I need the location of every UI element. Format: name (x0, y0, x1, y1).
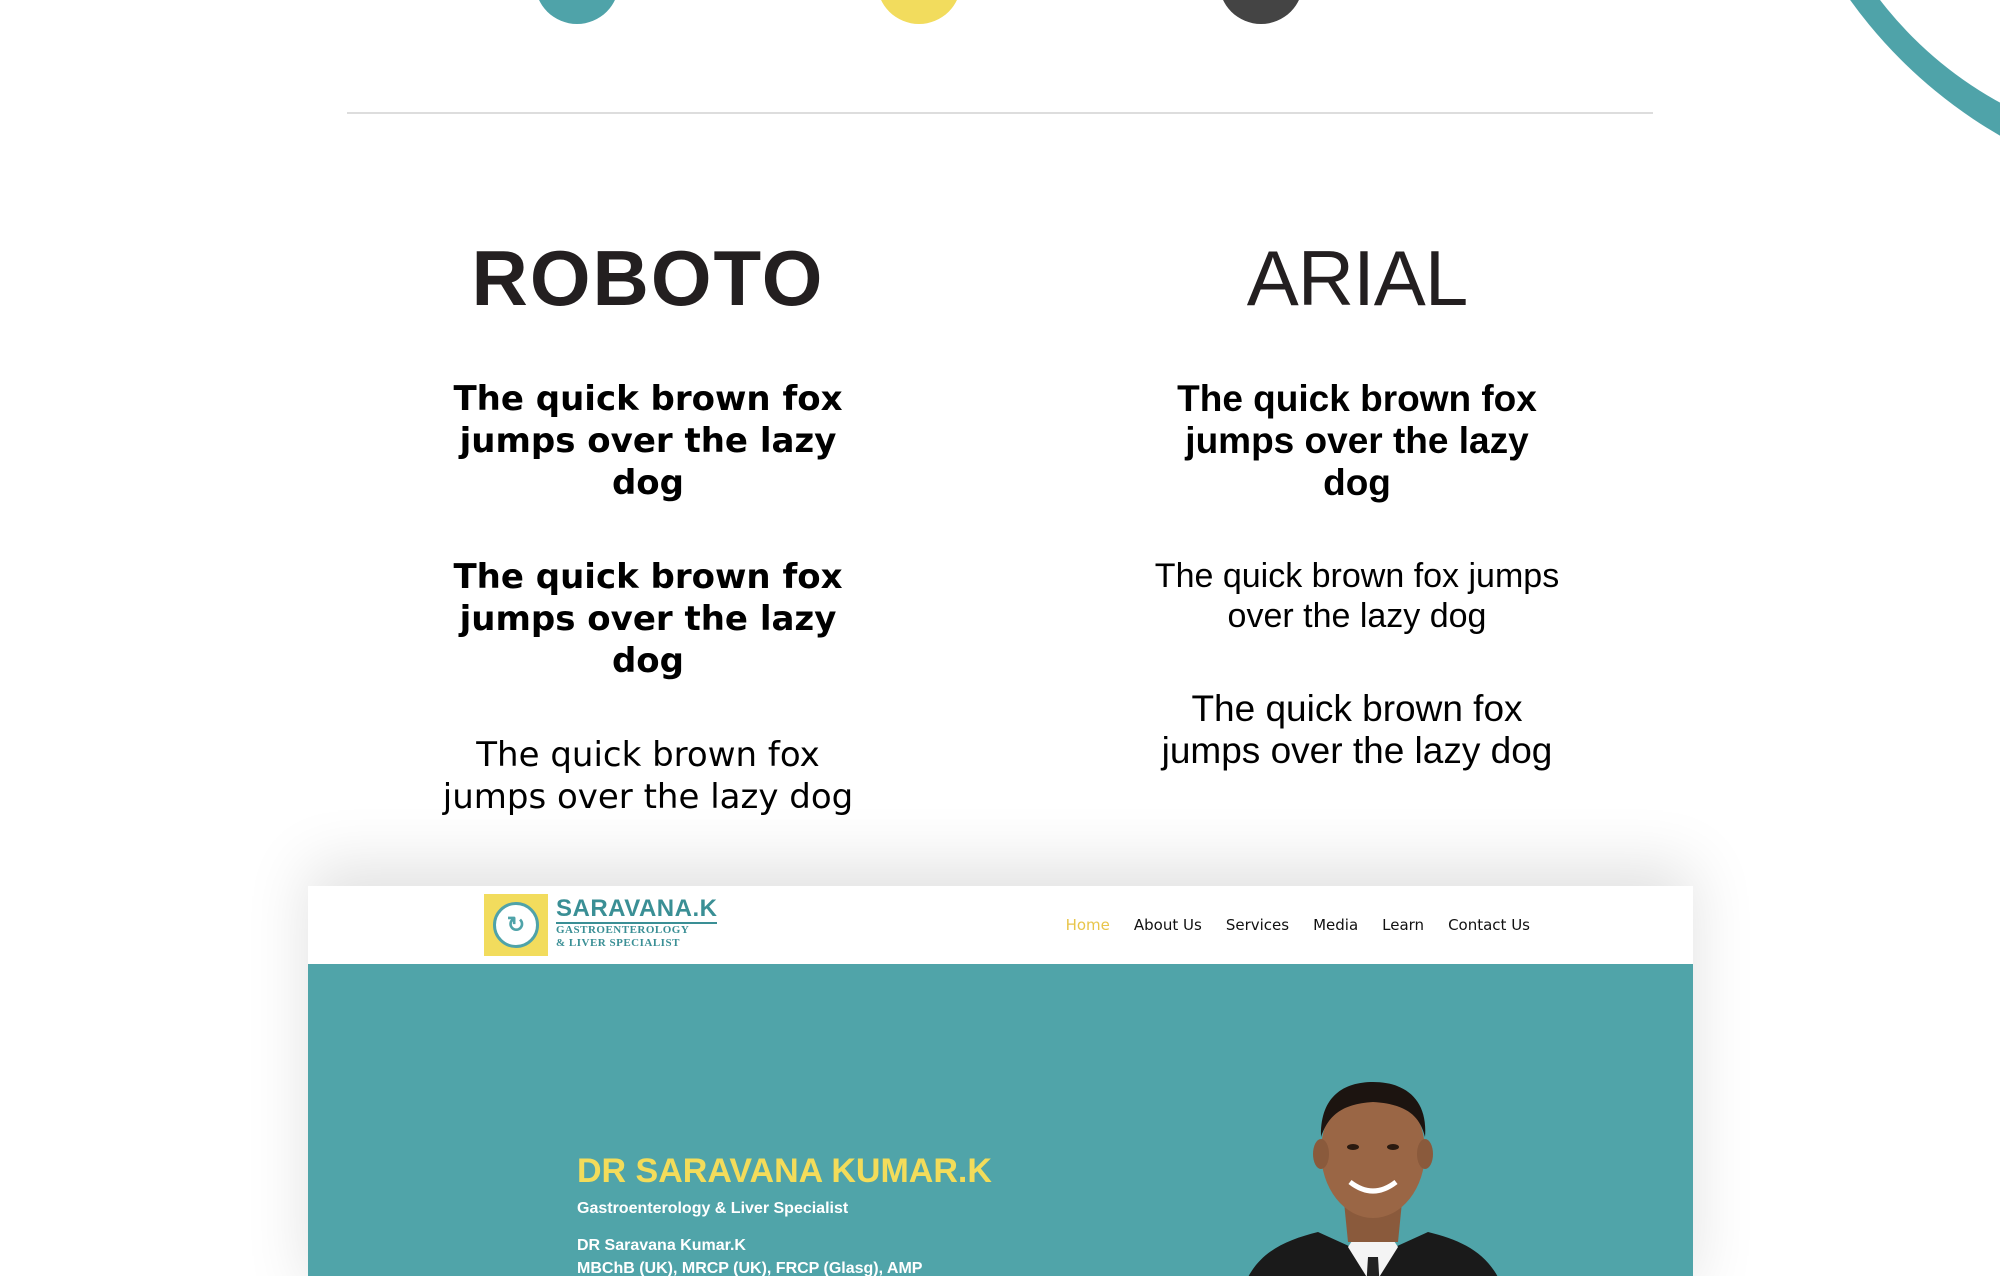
hero-qualifications: MBChB (UK), MRCP (UK), FRCP (Glasg), AMP (577, 1260, 923, 1276)
nav-home[interactable]: Home (1065, 916, 1110, 934)
main-nav (1066, 886, 1530, 964)
nav-media[interactable]: Media (1313, 916, 1359, 934)
arc-mask-right (1800, 0, 2000, 150)
hero-title: DR SARAVANA KUMAR.K (577, 1152, 992, 1190)
site-header (308, 886, 1693, 964)
nav-contact-us[interactable]: Contact Us (1448, 916, 1530, 934)
hero-doctor-name: DR Saravana Kumar.K (577, 1237, 746, 1254)
swatch-yellow (877, 0, 961, 24)
logo-tagline-1: GASTROENTEROLOGY (556, 924, 690, 936)
logo-icon: ↻ (493, 902, 539, 948)
hero-specialty: Gastroenterology & Liver Specialist (577, 1200, 849, 1217)
sample-regular: The quick brown fox jumps over the lazy dog (1161, 688, 1553, 771)
nav-about-us[interactable]: About Us (1133, 916, 1202, 934)
hero-section (308, 964, 1693, 1276)
doctor-portrait (1238, 1042, 1508, 1276)
font-title: ARIAL (1246, 234, 1468, 322)
swatch-teal (535, 0, 619, 24)
website-mockup (308, 886, 1693, 1276)
font-column-arial (1077, 228, 1637, 772)
logo-mark[interactable] (484, 894, 548, 956)
sample-bold: The quick brown fox jumps over the lazy dog (453, 379, 843, 503)
logo-tagline-2: & LIVER SPECIALIST (556, 937, 680, 949)
sample-bold: The quick brown fox jumps over the lazy dog (1177, 378, 1537, 503)
section-divider (347, 112, 1653, 114)
swatch-charcoal (1219, 0, 1303, 24)
sample-regular: The quick brown fox jumps over the lazy dog (442, 735, 854, 817)
nav-services[interactable]: Services (1225, 916, 1290, 934)
sample-medium: The quick brown fox jumps over the lazy dog (453, 557, 843, 681)
font-title: ROBOTO (471, 234, 825, 322)
font-column-roboto (368, 228, 928, 818)
nav-learn[interactable]: Learn (1382, 916, 1425, 934)
logo-name: SARAVANA.K (556, 895, 718, 922)
logo-text[interactable] (556, 896, 717, 950)
sample-regular-large: The quick brown fox jumps over the lazy dog (1154, 557, 1560, 635)
arc-mask-left (0, 0, 210, 150)
